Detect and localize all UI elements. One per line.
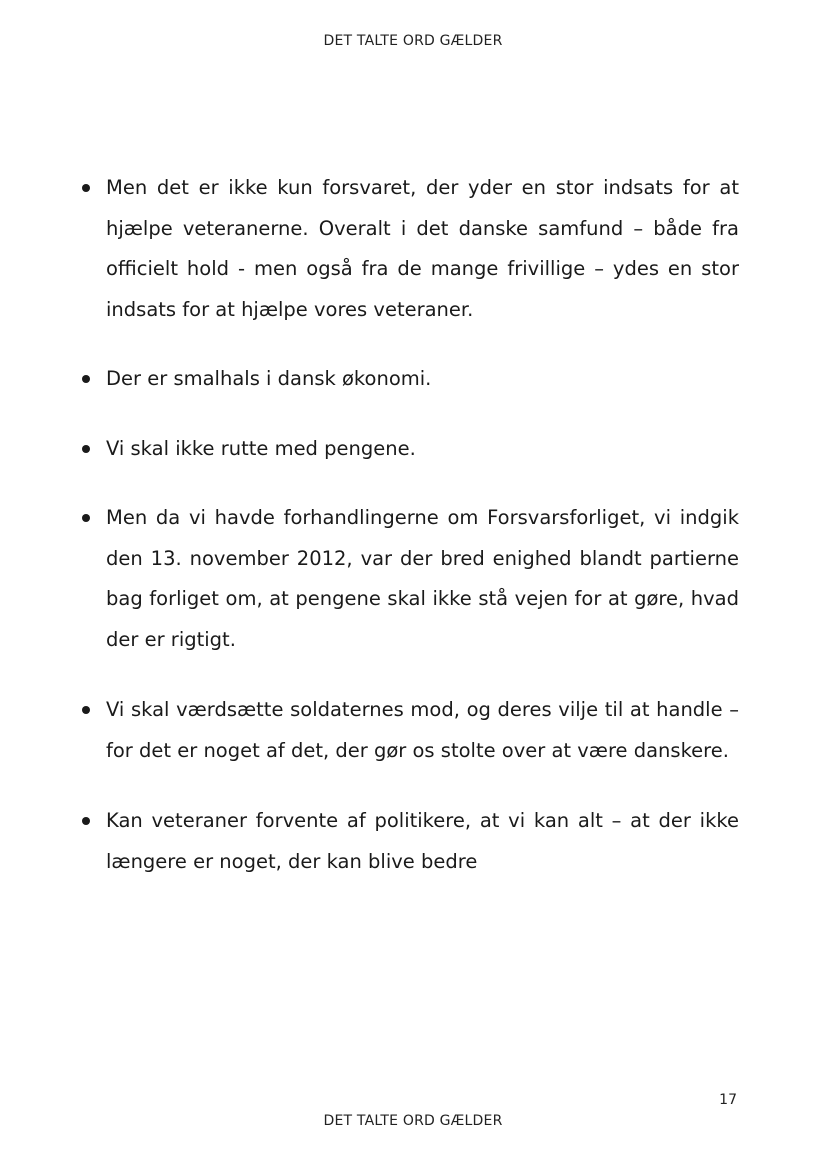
page-header: DET TALTE ORD GÆLDER	[323, 33, 503, 49]
bullet-icon	[82, 706, 90, 714]
bullet-item	[79, 498, 739, 660]
bullet-text: Men da vi havde forhandlingerne om Forsvarsforliget, vi indgik den 13. november 2012, var der bred enighed blandt partierne bag forliget om, at pengene skal ikke stå vejen for at gøre, hvad der er rigtigt.	[106, 506, 739, 651]
bullet-text: Kan veteraner forvente af politikere, at vi kan alt – at der ikke længere er noget, der kan blive bedre	[106, 809, 739, 873]
bullet-icon	[82, 375, 90, 383]
bullet-item	[79, 168, 739, 330]
bullet-list	[79, 168, 739, 882]
bullet-item	[79, 359, 739, 400]
bullet-item	[79, 801, 739, 882]
bullet-text: Men det er ikke kun forsvaret, der yder en stor indsats for at hjælpe veteranerne. Overalt i det danske samfund – både fra officielt hold - men også fra de mange frivillige – ydes en stor indsats for at hjælpe vores veteraner.	[106, 176, 739, 321]
bullet-item	[79, 690, 739, 771]
bullet-text: Der er smalhals i dansk økonomi.	[106, 367, 432, 390]
bullet-text: Vi skal værdsætte soldaternes mod, og deres vilje til at handle – for det er noget af det, der gør os stolte over at være danskere.	[106, 698, 739, 762]
bullet-icon	[82, 514, 90, 522]
page-footer: DET TALTE ORD GÆLDER	[323, 1113, 503, 1129]
bullet-icon	[82, 445, 90, 453]
bullet-item	[79, 429, 739, 470]
bullet-icon	[82, 817, 90, 825]
bullet-text: Vi skal ikke rutte med pengene.	[106, 436, 416, 460]
page-number: 17	[719, 1092, 737, 1108]
bullet-icon	[82, 184, 90, 192]
